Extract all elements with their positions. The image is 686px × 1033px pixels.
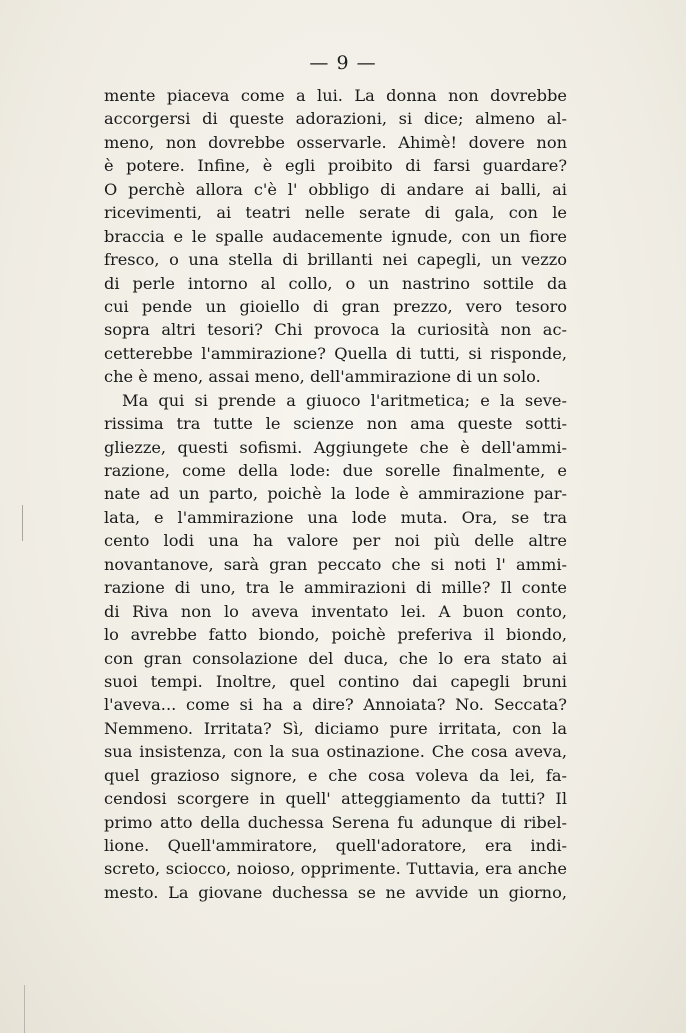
text-line: lo avrebbe fatto biondo, poichè preferiva il biondo,: [104, 625, 567, 645]
text-line: razione, come della lode: due sorelle finalmente, e: [104, 461, 567, 480]
margin-mark-lower: [24, 985, 27, 1033]
text-line: sua insistenza, con la sua ostinazione. Che cosa aveva,: [104, 742, 567, 762]
text-line: l'aveva... come si ha a dire? Annoiata? No. Seccata?: [104, 695, 567, 715]
text-line: meno, non dovrebbe osservarle. Ahimè! dovere non: [104, 132, 567, 152]
text-line: braccia e le spalle audacemente ignude, con un fiore: [104, 226, 567, 246]
text-line: O perchè allora c'è l' obbligo di andare ai balli, ai: [104, 179, 567, 199]
text-line: di Riva non lo aveva inventato lei. A buon conto,: [104, 601, 567, 621]
text-line: mente piaceva come a lui. La donna non dovrebbe: [104, 86, 567, 105]
text-line: cetterebbe l'ammirazione? Quella di tutti, si risponde,: [104, 343, 567, 363]
text-line: con gran consolazione del duca, che lo era stato ai: [104, 648, 567, 668]
text-line: lata, e l'ammirazione una lode muta. Ora, se tra: [104, 507, 567, 527]
text-line: suoi tempi. Inoltre, quel contino dai capegli bruni: [104, 671, 567, 691]
text-line: novantanove, sarà gran peccato che si noti l' ammi-: [104, 554, 567, 574]
text-line: primo atto della duchessa Serena fu adunque di ribel-: [104, 812, 567, 832]
text-line: gliezze, questi sofismi. Aggiungete che è dell'ammi-: [104, 437, 567, 457]
text-line: quel grazioso signore, e che cosa voleva da lei, fa-: [104, 765, 567, 785]
text-line: lione. Quell'ammiratore, quell'adoratore, era indi-: [104, 836, 567, 855]
text-line: screto, sciocco, noioso, opprimente. Tuttavia, era anche: [104, 859, 567, 879]
text-line: razione di uno, tra le ammirazioni di mille? Il conte: [104, 578, 567, 598]
text-line: cento lodi una ha valore per noi più delle altre: [104, 531, 567, 551]
text-line: cui pende un gioiello di gran prezzo, vero tesoro: [104, 296, 567, 316]
paragraph-end-line: che è meno, assai meno, dell'ammirazione di un solo.: [104, 367, 541, 387]
page-number: — 9 —: [309, 52, 377, 74]
text-line: accorgersi di queste adorazioni, si dice; almeno al-: [104, 109, 567, 129]
body-text: [104, 84, 567, 904]
text-line: fresco, o una stella di brillanti nei capegli, un vezzo: [104, 250, 567, 270]
text-line: rissima tra tutte le scienze non ama queste sotti-: [104, 414, 567, 434]
text-line: cendosi scorgere in quell' atteggiamento da tutti? Il: [104, 789, 567, 809]
text-line: nate ad un parto, poichè la lode è ammirazione par-: [104, 484, 567, 504]
text-line: è potere. Infine, è egli proibito di farsi guardare?: [104, 156, 567, 176]
text-line: Nemmeno. Irritata? Sì, diciamo pure irritata, con la: [104, 718, 567, 738]
text-line: di perle intorno al collo, o un nastrino sottile da: [104, 273, 567, 293]
text-line: sopra altri tesori? Chi provoca la curiosità non ac-: [104, 320, 567, 340]
margin-mark: [22, 505, 29, 541]
text-line: mesto. La giovane duchessa se ne avvide un giorno,: [104, 882, 567, 902]
text-line: ricevimenti, ai teatri nelle serate di gala, con le: [104, 203, 567, 223]
paragraph-start-line: Ma qui si prende a giuoco l'aritmetica; e la seve-: [122, 390, 567, 410]
